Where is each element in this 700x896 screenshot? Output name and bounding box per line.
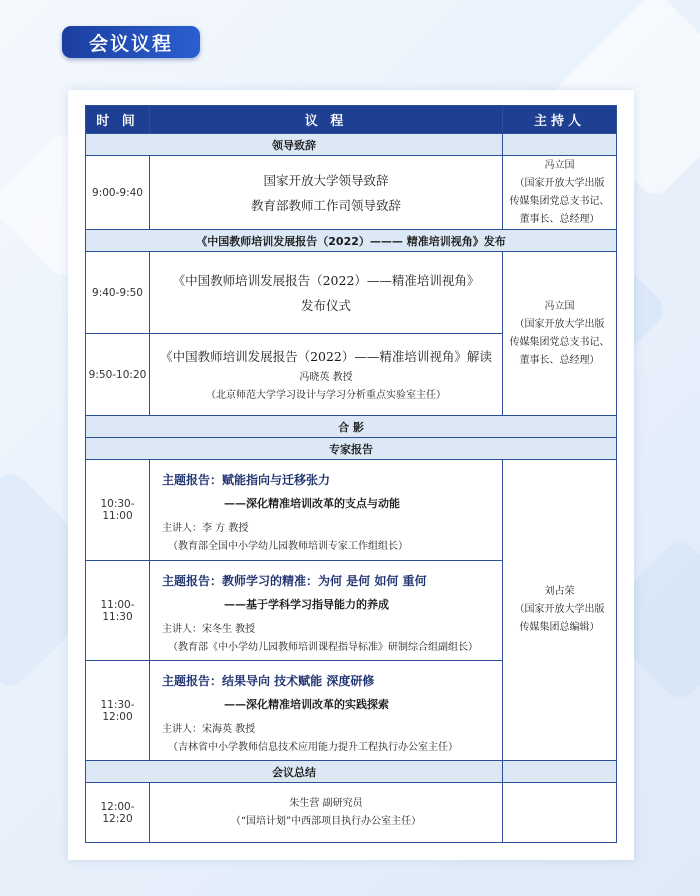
speaker: 冯晓英 教授	[299, 372, 353, 383]
section-row	[86, 438, 617, 460]
agenda-cell	[150, 460, 503, 561]
agenda-cell	[150, 334, 503, 416]
host-cell	[503, 460, 617, 761]
report-title: 主题报告：教师学习的精准：为何 是何 如何 重何	[162, 574, 427, 588]
agenda-table	[85, 105, 617, 843]
report-title: 主题报告：结果导向 技术赋能 深度研修	[162, 674, 375, 688]
report-title: 主题报告：赋能指向与迁移张力	[162, 473, 331, 487]
agenda-line: 《中国教师培训发展报告（2022）——精准培训视角》解读	[160, 349, 492, 364]
host-name: 冯立国	[544, 159, 575, 171]
report-subtitle: ——深化精准培训改革的实践探索	[224, 698, 389, 711]
host-cell	[503, 783, 617, 843]
section-label: 会议总结	[86, 761, 503, 783]
agenda-cell	[150, 561, 503, 661]
host-title: 董事长、总经理）	[519, 213, 600, 225]
host-title: 传媒集团总编辑）	[519, 622, 600, 633]
time-cell: 11:30-12:00	[86, 661, 150, 761]
agenda-line: 《中国教师培训发展报告（2022）——精准培训视角》	[172, 272, 480, 288]
speaker-org: （教育部《中小学幼儿园教师培训课程指导标准》研制综合组副组长）	[168, 642, 478, 653]
section-row	[86, 761, 617, 783]
host-cell	[503, 252, 617, 416]
speaker: 主讲人：李 方 教授	[162, 523, 249, 534]
time-cell: 10:30-11:00	[86, 460, 150, 561]
host-title: 传媒集团党总支书记、	[509, 336, 610, 348]
table-row	[86, 460, 617, 561]
time-cell: 9:40-9:50	[86, 252, 150, 334]
agenda-cell	[150, 252, 503, 334]
agenda-cell	[150, 783, 503, 843]
section-row	[86, 230, 617, 252]
host-name: 刘占荣	[544, 586, 575, 597]
agenda-cell	[150, 156, 503, 230]
section-label: 专家报告	[86, 438, 617, 460]
host-title: 传媒集团党总支书记、	[509, 195, 610, 207]
speaker-org: （教育部全国中小学幼儿园教师培训专家工作组组长）	[168, 541, 408, 552]
time-cell: 9:00-9:40	[86, 156, 150, 230]
section-host-cell	[503, 134, 617, 156]
header-time: 时 间	[86, 106, 150, 134]
host-name: 冯立国	[544, 300, 575, 312]
speaker: 主讲人：宋海英 教授	[162, 724, 256, 735]
time-cell: 12:00-12:20	[86, 783, 150, 843]
table-row	[86, 783, 617, 843]
section-host-cell	[503, 761, 617, 783]
agenda-line: 国家开放大学领导致辞	[263, 172, 389, 188]
host-title: （国家开放大学出版	[514, 177, 605, 189]
speaker-org: （吉林省中小学教师信息技术应用能力提升工程执行办公室主任）	[168, 742, 458, 753]
time-cell: 11:00-11:30	[86, 561, 150, 661]
section-row	[86, 134, 617, 156]
agenda-line: 教育部教师工作司领导致辞	[250, 197, 401, 213]
header-agenda: 议 程	[150, 106, 503, 134]
section-row	[86, 416, 617, 438]
section-label: 领导致辞	[86, 134, 503, 156]
header-host: 主持人	[503, 106, 617, 134]
table-row	[86, 252, 617, 334]
page-title: 会议议程	[62, 26, 200, 58]
host-cell	[503, 156, 617, 230]
report-subtitle: ——基于学科学习指导能力的养成	[224, 598, 389, 611]
report-subtitle: ——深化精准培训改革的支点与动能	[224, 497, 400, 510]
agenda-cell	[150, 661, 503, 761]
time-cell: 9:50-10:20	[86, 334, 150, 416]
section-label: 《中国教师培训发展报告（2022）——— 精准培训视角》发布	[86, 230, 617, 252]
speaker-org: （“国培计划”中西部项目执行办公室主任）	[230, 815, 422, 827]
table-row	[86, 156, 617, 230]
section-label: 合 影	[86, 416, 617, 438]
host-title: （国家开放大学出版	[514, 318, 605, 330]
speaker: 主讲人：宋冬生 教授	[162, 624, 256, 635]
speaker-org: （北京师范大学学习设计与学习分析重点实验室主任）	[206, 390, 446, 401]
host-title: （国家开放大学出版	[514, 604, 605, 615]
host-title: 董事长、总经理）	[519, 354, 600, 366]
table-header-row	[86, 106, 617, 134]
agenda-line: 发布仪式	[300, 297, 351, 313]
speaker: 朱生营 副研究员	[289, 797, 363, 809]
